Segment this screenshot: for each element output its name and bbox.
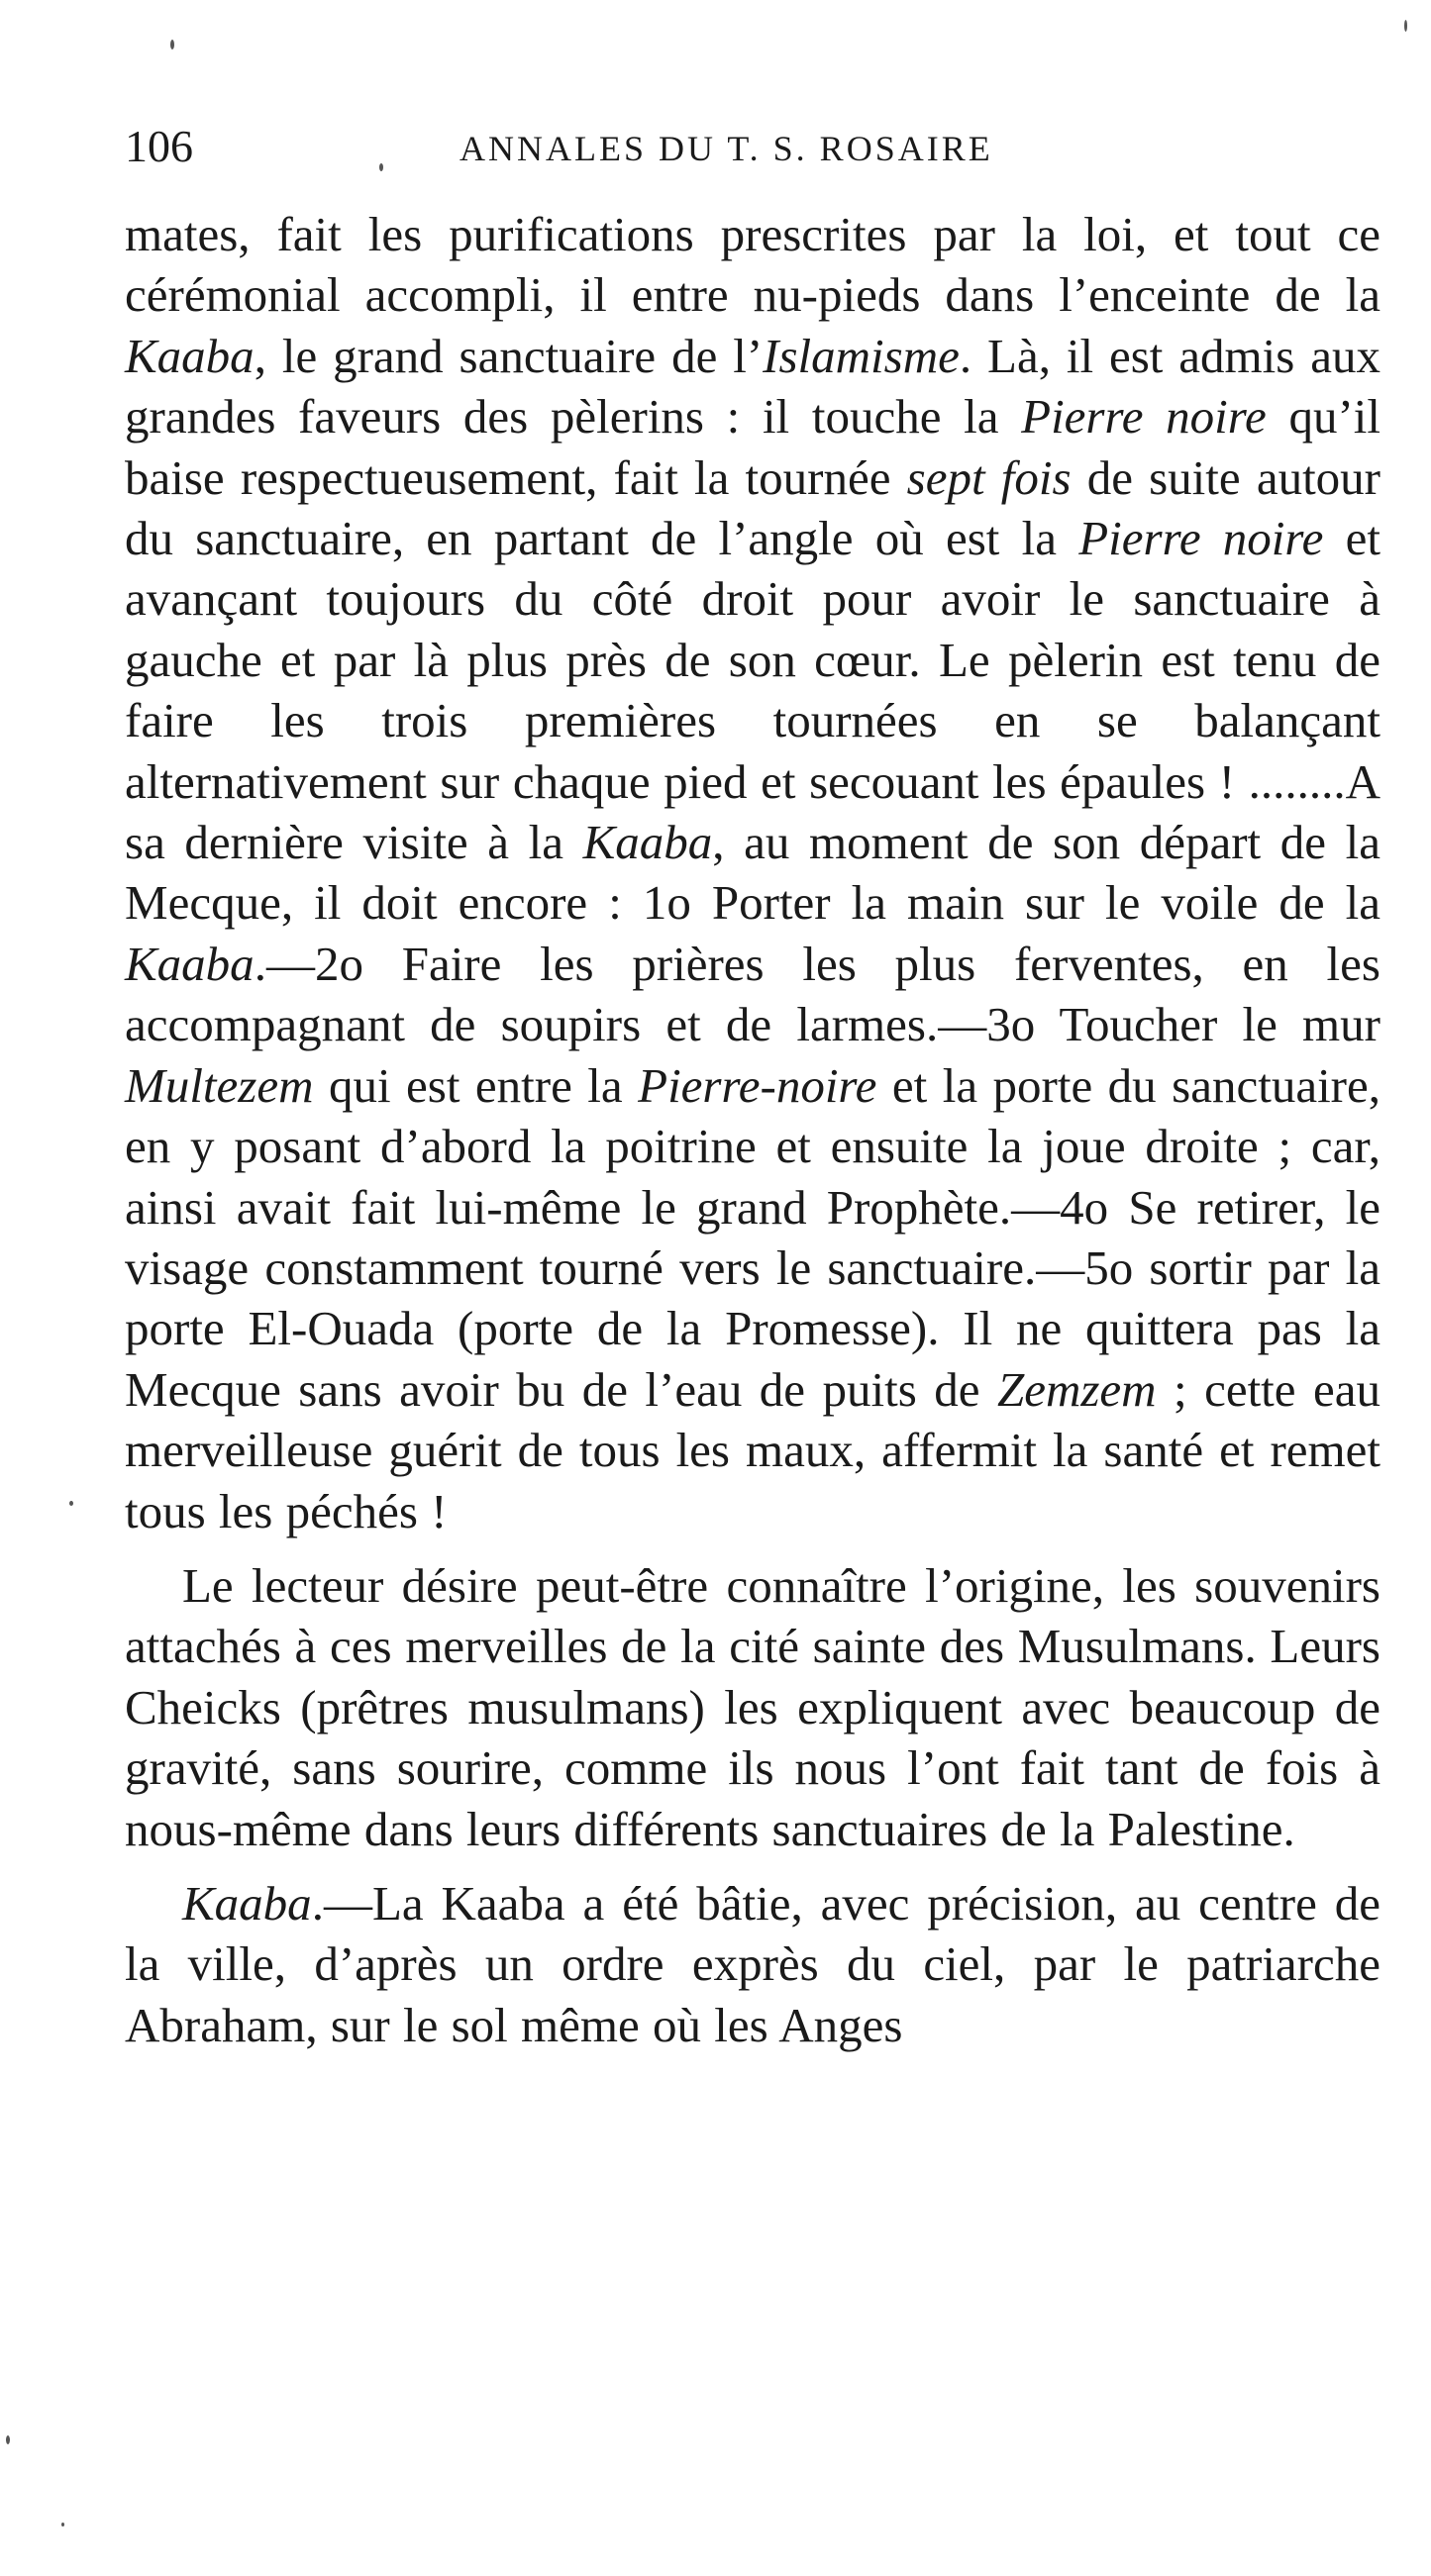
scan-speck [69,1501,73,1506]
running-head: ANNALES DU T. S. ROSAIRE [460,129,993,168]
text-run: . Là, il est admis aux grandes faveurs des pèlerins : il touche la [125,328,1380,445]
italic-term: Kaaba [125,328,255,383]
italic-term: sept fois [906,449,1072,505]
italic-term: Multezem [125,1057,314,1113]
paragraph [125,1873,1380,2055]
italic-term: Kaaba [582,815,713,870]
italic-term: Kaaba [125,936,255,991]
text-run: Le lecteur désire peut-être connaître l’origine, les souvenirs attachés à ces merveilles de la cité sainte des Musulmans. Leurs Cheicks (prêtres musulmans) les expliquent avec beaucoup de gravité, sans sourire, comme ils nous l’ont fait tant de fois à nous-même dans leurs différents sanctuaires de la Palestine. [125,1557,1380,1856]
text-run: et avançant toujours du côté droit pour avoir le sanctuaire à gauche et par là plus près de son cœur. Le pèlerin est tenu de faire les trois premières tournées en se balançant alternativement sur chaque pied et secouant les épaules ! ........A sa dernière visite à la [125,511,1380,870]
page-header [125,117,1373,176]
scan-speck [61,2523,64,2526]
text-run: .—La Kaaba a été bâtie, avec précision, au centre de la ville, d’après un ordre exprès du ciel, par le patriarche Abraham, sur le sol même où les Anges [125,1875,1380,2052]
italic-term: Zemzem [996,1361,1157,1417]
scan-speck [6,2435,10,2444]
text-run: qui est entre la [313,1057,639,1113]
text-run: et la porte du sanctuaire, en y posant d’abord la poitrine et ensuite la joue droite ; car, ainsi avait fait lui-même le grand Prophète.—4o Se retirer, le visage constamment tourné vers le sanctuaire.—5o sortir par la porte El-Ouada (porte de la Promesse). Il ne quittera pas la Mecque sans avoir bu de l’eau de puits de [125,1057,1380,1417]
page-number: 106 [125,121,193,171]
text-run: .—2o Faire les prières les plus ferventes, en les accompagnant de soupirs et de larmes.—3o Toucher le mur [125,936,1380,1052]
paragraph [125,204,1380,1541]
scan-speck [1404,20,1407,32]
italic-term: Pierre-noire [638,1057,877,1113]
text-run: ; cette eau merveilleuse guérit de tous les maux, affermit la santé et remet tous les péchés ! [125,1361,1380,1538]
paragraph [125,1555,1380,1859]
italic-term: Pierre noire [1078,511,1324,566]
italic-term: Pierre noire [1021,389,1267,445]
italic-term: Kaaba [182,1875,312,1931]
text-run: de suite autour du sanctuaire, en partant de l’angle où est la [125,449,1380,566]
scan-speck [379,163,383,171]
body-text [125,204,1380,2055]
text-run: , au moment de son départ de la Mecque, il doit encore : 1o Porter la main sur le voile de la [125,815,1380,931]
text-run: mates, fait les purifications prescrites par la loi, et tout ce cérémonial accompli, il entre nu-pieds dans l’enceinte de la [125,207,1380,323]
italic-term: Islamisme [763,328,960,383]
scan-speck [170,40,174,50]
text-run: , le grand sanctuaire de l’ [254,328,764,383]
text-run: qu’il baise respectueusement, fait la tournée [125,389,1380,505]
